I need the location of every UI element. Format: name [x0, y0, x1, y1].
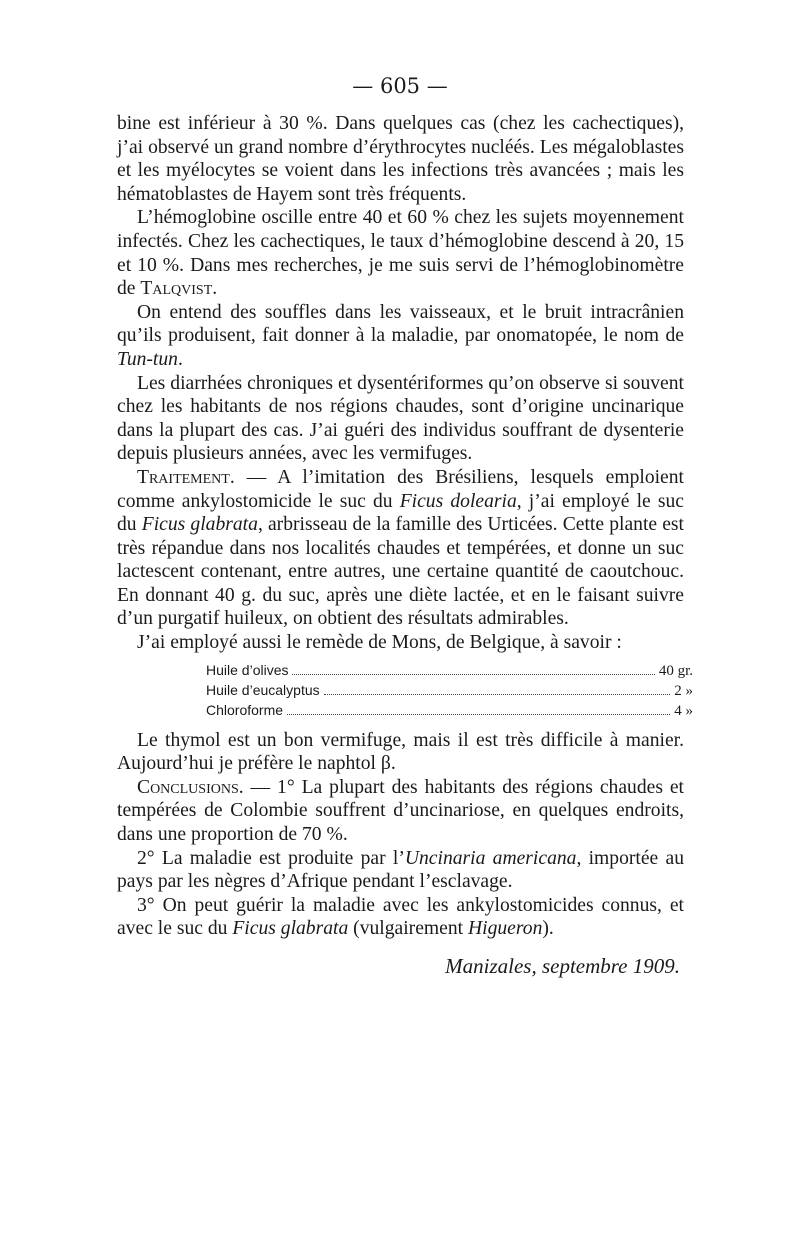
paragraph-text: , arbrisseau de la famille des Urticées. Cette plante est très répandue dans nos localités chaudes et tempérées, et donne un suc lactescent contenant, entre autres, une certaine quantité de caoutchouc. En donnant 40 g. du suc, après une diète lactée, et en le faisant suivre d’un purgatif huileux, on obtient des résultats admirables. [117, 514, 684, 630]
paragraph-text: . [177, 348, 183, 370]
paragraph-remede: J’ai employé aussi le remède de Mons, de Belgique, à savoir : [137, 632, 622, 654]
paragraph-conclusion-2 [117, 847, 684, 894]
italic-term: Uncinaria americana [404, 847, 577, 869]
paragraph-text: 3° On peut guérir la maladie avec les ankylostomicides connus, et avec le suc du [117, 894, 684, 940]
recipe-quantity: 2 » [674, 682, 693, 699]
paragraph-conclusion-3 [117, 894, 684, 941]
section-heading: Conclusions [137, 776, 239, 798]
paragraph-thymol: Le thymol est un bon vermifuge, mais il est très difficile à manier. Aujourd’hui je préfère le naphtol β. [117, 729, 684, 775]
paragraph-text: . — 1° La plupart des habitants des régions chaudes et tempérées de Colombie souffrent d’uncinariose, en quelques endroits, dans une proportion de 70 %. [117, 776, 684, 846]
italic-term: Ficus dolearia [399, 490, 517, 512]
italic-term: Ficus glabrata [232, 918, 349, 940]
recipe-ingredient: Huile d’olives [206, 661, 289, 678]
paragraph-hemoglobin [117, 206, 684, 300]
paragraph-text: . [212, 278, 218, 300]
recipe-quantity: 40 gr. [658, 662, 693, 679]
body-text [117, 112, 693, 979]
recipe-ingredient: Chloroforme [206, 701, 284, 718]
paragraph-traitement [117, 466, 684, 631]
paragraph-diarrhees: Les diarrhées chroniques et dysentériformes qu’on observe si souvent chez les habitants de nos régions chaudes, sont d’origine uncinarique dans la plupart des cas. J’ai guéri des individus souffrant de dysenterie depuis plusieurs années, avec les vermifuges. [117, 372, 684, 465]
recipe-ingredient: Huile d’eucalyptus [206, 681, 320, 698]
recipe-item [206, 681, 693, 701]
paragraph-hemoglobin-intro: bine est inférieur à 30 %. Dans quelques cas (chez les cachectiques), j’ai observé un grand nombre d’érythrocytes nucléés. Les mégaloblastes et les myélocytes se voient dans les infections très avancées ; mais les hématoblastes de Hayem sont très fréquents. [117, 113, 684, 205]
author-name: Talqvist [140, 278, 213, 300]
paragraph-text: , j’ai employé le suc du [117, 490, 684, 536]
dot-leader [292, 674, 654, 675]
recipe-item [206, 661, 693, 681]
page-number: — 605 — [352, 74, 448, 98]
paragraph-text: On entend des souffles dans les vaisseaux, et le bruit intracrânien qu’ils produisent, fait donner à la maladie, par onomatopée, le nom de [117, 301, 684, 347]
paragraph-text: 2° La maladie est produite par l’ [137, 847, 405, 869]
italic-term: Tun-tun [117, 348, 178, 370]
paragraph-text: (vulgairement [348, 918, 468, 940]
paragraph-text: L’hémoglobine oscille entre 40 et 60 % chez les sujets moyennement infectés. Chez les cachectiques, le taux d’hémoglobine descend à 20, 15 et 10 %. Dans mes recherches, je me suis servi de l’hémoglobinomètre de [117, 207, 684, 300]
paragraph-conclusions [117, 776, 684, 847]
paragraph-souffles [117, 301, 684, 372]
recipe-list [206, 661, 693, 721]
dot-leader [324, 694, 671, 695]
paragraph-text: . — A l’imitation des Brésiliens, lesquels emploient comme ankylostomicide le suc du [117, 466, 684, 512]
paragraph-text: ). [542, 918, 554, 940]
signature-place-date: Manizales, septembre 1909. [445, 954, 680, 978]
italic-term: Ficus glabrata [141, 514, 258, 536]
recipe-item [206, 701, 693, 721]
dot-leader [287, 714, 670, 715]
recipe-quantity: 4 » [674, 702, 693, 719]
italic-term: Higueron [467, 918, 543, 940]
paragraph-text: , importée au pays par les nègres d’Afrique pendant l’esclavage. [117, 847, 684, 893]
section-heading: Traitement [137, 466, 230, 488]
